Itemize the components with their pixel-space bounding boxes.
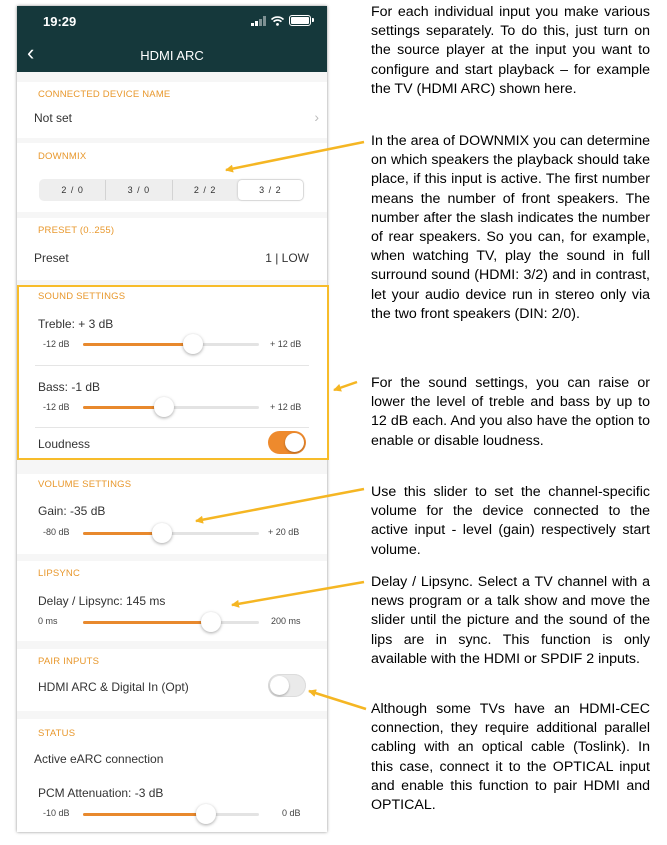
treble-max: + 12 dB (270, 339, 302, 349)
annotation-downmix: In the area of DOWNMIX you can determine on which speakers the playback should take place, if this input is active. The first number means the number of front speakers. The number after the slash indicates the number of rear speakers. So you can, for example, when watching TV, play the sound in full surround sound (HDMI: 3/2) and in contrast, let your audio device run in stereo only via the two front speakers (DIN: 2/0). (371, 133, 650, 322)
bass-max: + 12 dB (270, 402, 302, 412)
delay-min: 0 ms (38, 616, 58, 626)
preset-name: Preset (34, 251, 69, 265)
status-time: 19:29 (43, 14, 77, 29)
section-label: VOLUME SETTINGS (38, 479, 132, 490)
arrow-sound (334, 382, 357, 390)
pcm-min: -10 dB (43, 808, 70, 818)
chevron-right-icon: › (314, 109, 319, 125)
section-label: SOUND SETTINGS (38, 291, 126, 302)
section-label: DOWNMIX (38, 151, 87, 162)
downmix-option-3-0[interactable]: 3 / 0 (105, 180, 171, 200)
downmix-option-3-2[interactable]: 3 / 2 (238, 180, 303, 200)
section-label: PRESET (0..255) (38, 225, 115, 236)
treble-label: Treble: + 3 dB (38, 317, 114, 331)
section-label: LIPSYNC (38, 568, 81, 579)
annotation-intro: For each individual input you make various settings separately. To do this, just turn on the source player at the input you want to configure and start playback – for example the TV (HDMI ARC) shown here. (371, 4, 650, 97)
annotation-sound: For the sound settings, you can raise or lower the level of treble and bass by up to 12 dB each. And you also have the option to enable or disable loudness. (371, 375, 650, 449)
treble-min: -12 dB (43, 339, 70, 349)
bass-min: -12 dB (43, 402, 70, 412)
annotation-pair: Although some TVs have an HDMI-CEC connection, they require additional parallel cabling with an optical cable (Toslink). In this case, connect it to the OPTICAL input and enable this function to pair HDMI and OPTICAL. (371, 701, 650, 814)
section-label: PAIR INPUTS (38, 656, 100, 667)
downmix-option-2-0[interactable]: 2 / 0 (61, 185, 84, 195)
pcm-label: PCM Attenuation: -3 dB (38, 786, 164, 800)
downmix-option-2-2[interactable]: 2 / 2 (172, 180, 238, 200)
section-label: CONNECTED DEVICE NAME (38, 89, 171, 100)
gain-max: + 20 dB (268, 527, 300, 537)
section-label: STATUS (38, 728, 76, 739)
bass-label: Bass: -1 dB (38, 380, 101, 394)
annotation-lipsync: Delay / Lipsync. Select a TV channel with a news program or a talk show and move the slider until the picture and the sound of the lips are in sync. This function is only available with the HDMI or SPDIF 2 inputs. (371, 574, 650, 667)
arrow-volume (196, 489, 364, 521)
chevron-left-icon[interactable]: ‹ (27, 40, 35, 65)
pair-inputs-label: HDMI ARC & Digital In (Opt) (38, 680, 189, 694)
device-name-value: Not set (34, 111, 73, 125)
gain-min: -80 dB (43, 527, 70, 537)
annotation-volume: Use this slider to set the channel-specific volume for the device connected to the active input - level (gain) respectively start volume. (371, 484, 650, 558)
arrow-downmix (226, 142, 364, 170)
gain-label: Gain: -35 dB (38, 504, 106, 518)
arrow-lipsync (232, 582, 364, 605)
arrow-pair (309, 691, 366, 709)
loudness-label: Loudness (38, 437, 91, 451)
pcm-max: 0 dB (282, 808, 301, 818)
delay-label: Delay / Lipsync: 145 ms (38, 594, 166, 608)
delay-max: 200 ms (271, 616, 301, 626)
preset-value: 1 | LOW (265, 251, 309, 265)
page-title: HDMI ARC (140, 48, 204, 63)
connection-status: Active eARC connection (34, 752, 164, 766)
